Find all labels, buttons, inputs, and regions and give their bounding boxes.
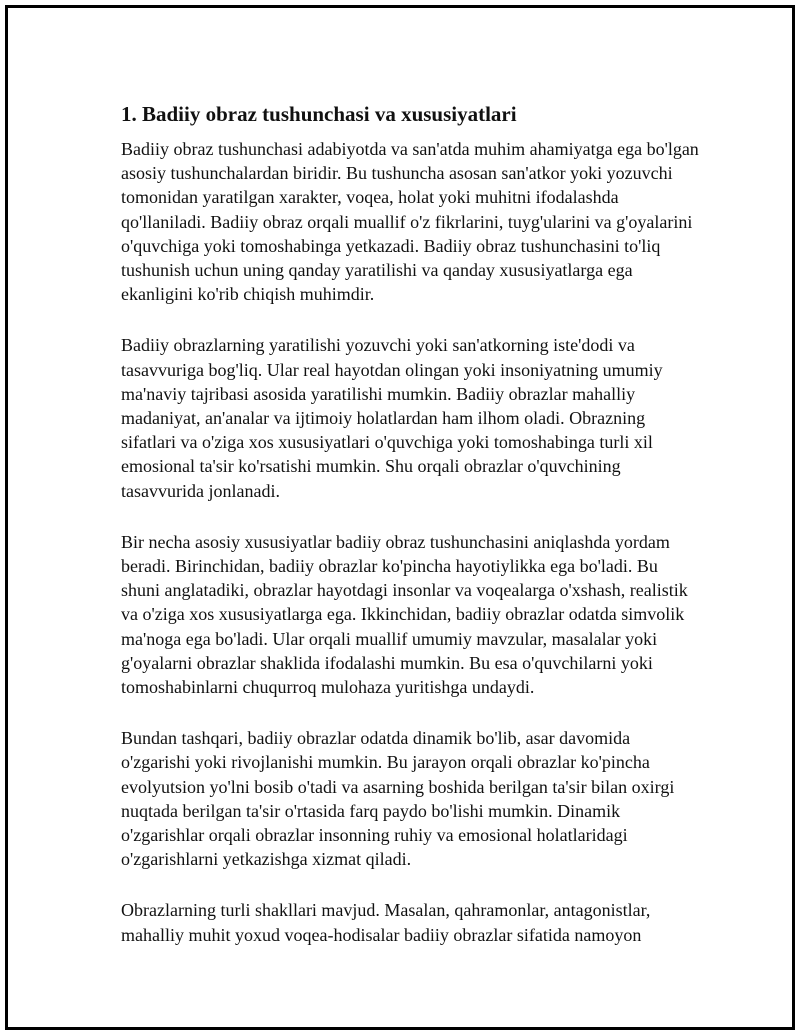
page-frame — [5, 5, 795, 1030]
paragraph-3: Bir necha asosiy xususiyatlar badiiy obraz tushunchasini aniqlashda yordam beradi. Birinchidan, badiiy obrazlar ko'pincha hayotiylikka ega bo'ladi. Bu shuni anglatadiki, obrazlar hayotdagi insonlar va voqealarga o'xshash, realistik va o'ziga xos xususiyatlarga ega. Ikkinchidan, badiiy obrazlar odatda simvolik ma'noga ega bo'ladi. Ular orqali muallif umumiy mavzular, masalalar yoki g'oyalarni obrazlar shaklida ifodalashi mumkin. Bu esa o'quvchilarni yoki tomoshabinlarni chuqurroq mulohaza yuritishga undaydi. — [121, 531, 688, 698]
paragraph-1: Badiiy obraz tushunchasi adabiyotda va san'atda muhim ahamiyatga ega bo'lgan asosiy tushunchalardan biridir. Bu tushuncha asosan san'atkor yoki yozuvchi tomonidan yaratilgan xarakter, voqea, holat yoki muhitni ifodalashda qo'llaniladi. Badiiy obraz orqali muallif o'z fikrlarini, tuyg'ularini va g'oyalarini o'quvchiga yoki tomoshabinga yetkazadi. Badiiy obraz tushunchasini to'liq tushunish uchun uning qanday yaratilishi va qanday xususiyatlarga ega ekanligini ko'rib chiqish muhimdir. — [121, 139, 699, 305]
document-body — [121, 99, 701, 947]
paragraph-4: Bundan tashqari, badiiy obrazlar odatda dinamik bo'lib, asar davomida o'zgarishi yoki rivojlanishi mumkin. Bu jarayon orqali obrazlar ko'pincha evolyutsion yo'lni bosib o'tadi va asarning boshida berilgan ta'sir bilan oxirgi nuqtada berilgan ta'sir o'rtasida farq paydo bo'lishi mumkin. Dinamik o'zgarishlar orqali obrazlar insonning ruhiy va emosional holatlaridagi o'zgarishlarni yetkazishga xizmat qiladi. — [121, 728, 675, 870]
section-heading: 1. Badiiy obraz tushunchasi va xususiyatlari — [121, 102, 517, 126]
paragraph-2: Badiiy obrazlarning yaratilishi yozuvchi yoki san'atkorning iste'dodi va tasavvuriga bog'liq. Ular real hayotdan olingan yoki insoniyatning umumiy ma'naviy tajribasi asosida yaratilishi mumkin. Badiiy obrazlar mahalliy madaniyat, an'analar va ijtimoiy holatlardan ham ilhom oladi. Obrazning sifatlari va o'ziga xos xususiyatlari o'quvchiga yoki tomoshabinga turli xil emosional ta'sir ko'rsatishi mumkin. Shu orqali obrazlar o'quvchining tasavvurida jonlanadi. — [121, 335, 663, 501]
paragraph-5: Obrazlarning turli shakllari mavjud. Masalan, qahramonlar, antagonistlar, mahalliy muhit yoxud voqea-hodisalar badiiy obrazlar sifatida namoyon — [121, 900, 651, 945]
